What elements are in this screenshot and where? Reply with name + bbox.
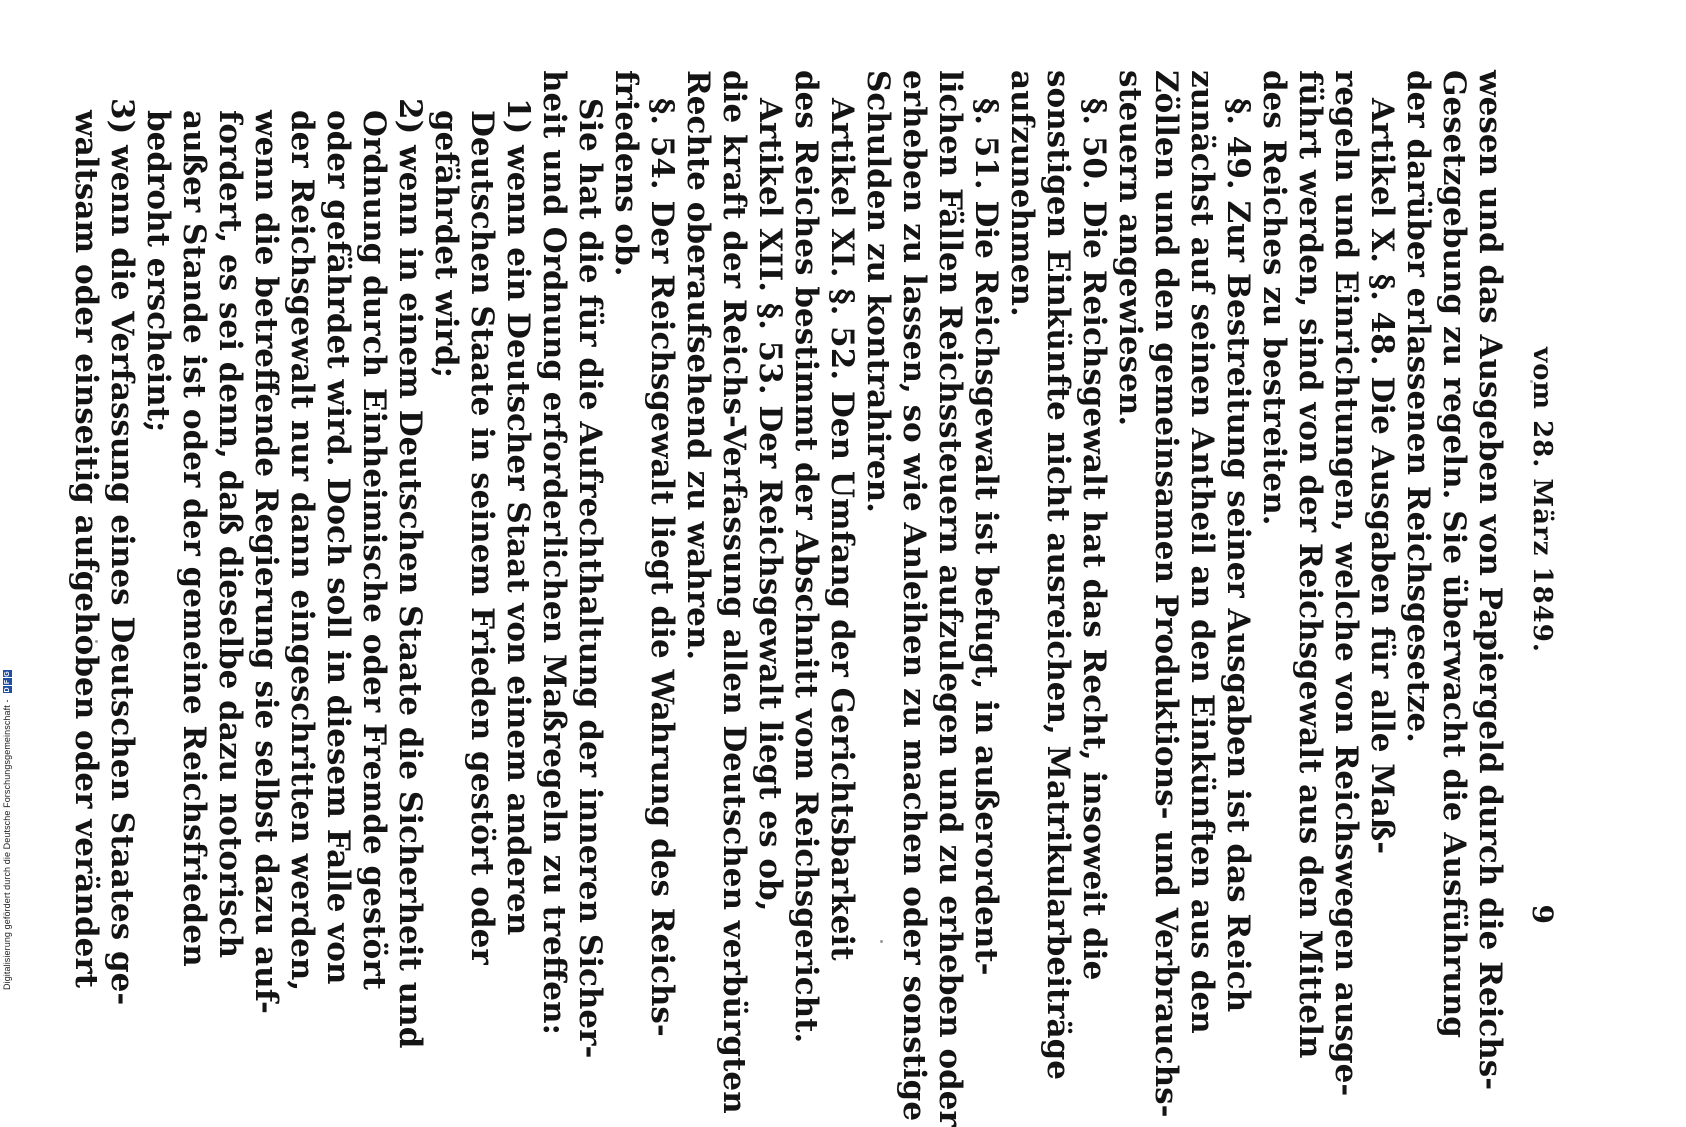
text-line: Deutschen Staate in seinem Frieden gestört oder [464,110,500,965]
text-line: Sie hat die für die Aufrechthaltung der inneren Sicher- [572,98,608,1059]
text-line: Rechte oberaufsehend zu wahren. [680,70,716,661]
text-line: sonstigen Einkünfte nicht ausreichen, Matrikularbeiträge [1040,70,1076,1080]
scanned-page-area [68,60,1560,1127]
list-item-line: 1) wenn ein Deutscher Staat von einem anderen [500,98,536,936]
section-line: §. 50. Die Reichsgewalt hat das Recht, insoweit die [1076,98,1112,981]
scan-speck [880,940,883,943]
running-head: vom 28. März 1849. [1527,347,1557,653]
page-header [1516,70,1560,930]
credit-line [2,670,12,990]
section-line: §. 54. Der Reichsgewalt liegt die Wahrung des Reichs- [644,98,680,1037]
text-line: zunächst auf seinen Antheil an den Einkünften aus den [1184,70,1220,1034]
text-line: des Reiches bestimmt der Abschnitt vom Reichsgericht. [788,70,824,1044]
text-line: bedroht erscheint; [140,110,176,433]
text-line: Gesetzgebung zu regeln. Sie überwacht die Ausführung [1436,70,1472,1038]
text-line: oder gefährdet wird. Doch soll in diesem Falle von [320,110,356,985]
text-line: lichen Fällen Reichssteuern aufzulegen und zu erheben oder [932,70,968,1127]
text-line: wesen und das Ausgeben von Papiergeld durch die Reichs- [1472,70,1508,1091]
article-heading-line: Artikel XII. §. 53. Der Reichsgewalt liegt es ob, [752,98,788,912]
text-line: Schulden zu kontrahiren. [860,70,896,513]
list-item-line: 2) wenn in einem Deutschen Staate die Sicherheit und [392,98,428,1049]
text-line: der darüber erlassenen Reichsgesetze. [1400,70,1436,743]
text-line: aufzunehmen. [1004,70,1040,317]
text-line: fordert, es sei denn, daß dieselbe dazu notorisch [212,110,248,959]
dfg-logo: D F G [3,671,11,693]
article-heading-line: Artikel X. §. 48. Die Ausgaben für alle Maß- [1364,98,1400,855]
text-line: des Reiches zu bestreiten. [1256,70,1292,526]
text-line: der Reichsgewalt nur dann eingeschritten werden, [284,110,320,992]
section-line: §. 51. Die Reichsgewalt ist befugt, in außerordent- [968,98,1004,976]
text-line: gefährdet wird; [428,110,464,379]
article-heading-line: Artikel XI. §. 52. Den Umfang der Gerichtsbarkeit [824,98,860,961]
text-line: Zöllen und den gemeinsamen Produktions- und Verbrauchs- [1148,70,1184,1118]
text-line: regeln und Einrichtungen, welche von Reichswegen ausge- [1328,70,1364,1097]
text-line: heit und Ordnung erforderlichen Maßregeln zu treffen: [536,70,572,1035]
digitization-credit [0,0,14,1000]
credit-text: Digitalisierung gefördert durch die Deutsche Forschungsgemeinschaft - [2,699,12,990]
text-line: Ordnung durch Einheimische oder Fremde gestört [356,110,392,991]
section-line: §. 49. Zur Bestreitung seiner Ausgaben ist das Reich [1220,98,1256,1013]
text-line: außer Stande ist oder der gemeine Reichsfrieden [176,110,212,967]
page-number: 9 [1526,904,1559,924]
text-line: wenn die betreffende Regierung sie selbst dazu auf- [248,110,284,1014]
text-line: erheben zu lassen, so wie Anleihen zu machen oder sonstige [896,70,932,1122]
text-line: steuern angewiesen. [1112,70,1148,427]
list-item-line: 3) wenn die Verfassung eines Deutschen Staates ge- [104,98,140,1006]
text-line: führt werden, sind von der Reichsgewalt aus den Mitteln [1292,70,1328,1059]
text-line: die kraft der Reichs-Verfassung allen Deutschen verbürgten [716,70,752,1114]
scanned-page [68,70,1560,1127]
text-line: waltsam oder einseitig aufgehoben oder verändert [68,110,104,989]
text-line: friedens ob. [608,70,644,277]
